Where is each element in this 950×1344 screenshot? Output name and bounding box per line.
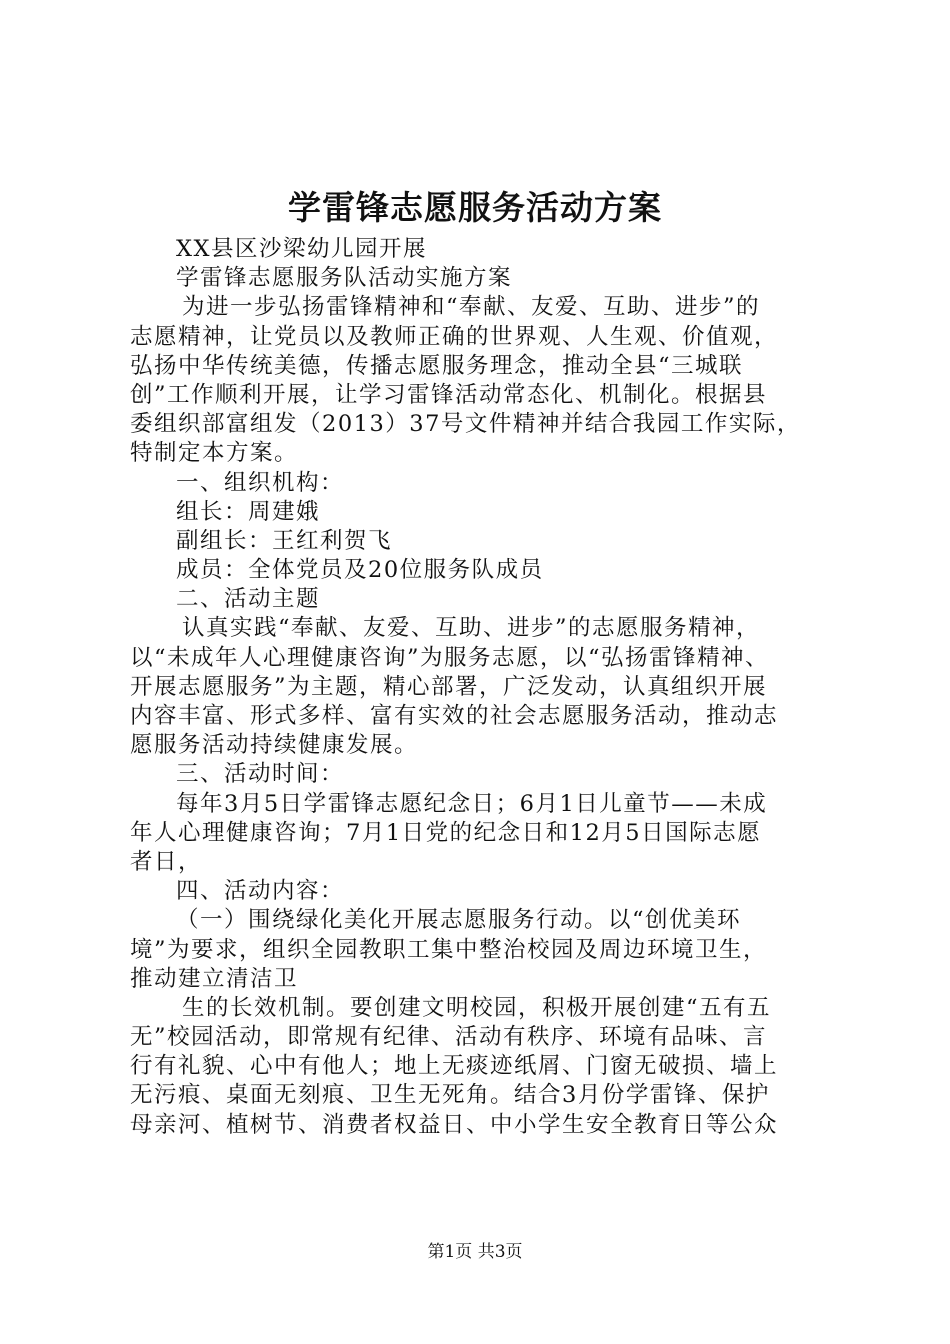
document-title: 学雷锋志愿服务活动方案 bbox=[288, 188, 662, 227]
paragraph-line: 为进一步弘扬雷锋精神和“奉献、友爱、互助、进步”的 bbox=[182, 294, 761, 321]
paragraph-line: 特制定本方案。 bbox=[130, 440, 299, 467]
paragraph-line: 组长：周建娥 bbox=[176, 498, 321, 525]
paragraph-line: 者日， bbox=[130, 848, 203, 875]
paragraph-line: 认真实践“奉献、友爱、互助、进步”的志愿服务精神， bbox=[182, 615, 761, 642]
paragraph-line: 愿服务活动持续健康发展。 bbox=[130, 732, 419, 759]
paragraph-line: （一）围绕绿化美化开展志愿服务行动。以“创优美环 bbox=[176, 907, 742, 934]
paragraph-line: 年人心理健康咨询；7月1日党的纪念日和12月5日国际志愿 bbox=[130, 819, 762, 846]
section-heading: 三、活动时间： bbox=[176, 761, 345, 788]
paragraph-line: 每年3月5日学雷锋志愿纪念日；6月1日儿童节——未成 bbox=[176, 790, 768, 817]
section-heading: 二、活动主题 bbox=[176, 586, 321, 613]
paragraph-line: 内容丰富、形式多样、富有实效的社会志愿服务活动，推动志 bbox=[130, 703, 779, 729]
paragraph-line: 弘扬中华传统美德，传播志愿服务理念，推动全县“三城联 bbox=[130, 352, 744, 379]
paragraph-line: 生的长效机制。要创建文明校园，积极开展创建“五有五 bbox=[182, 994, 772, 1021]
paragraph-line: 无”校园活动，即常规有纪律、活动有秩序、环境有品味、言 bbox=[130, 1024, 768, 1051]
paragraph-line: 副组长：王红利贺飞 bbox=[176, 527, 393, 554]
paragraph-line: 创”工作顺利开展，让学习雷锋活动常态化、机制化。根据县 bbox=[130, 381, 768, 408]
paragraph-line: 母亲河、植树节、消费者权益日、中小学生安全教育日等公众 bbox=[130, 1111, 779, 1138]
section-heading: 四、活动内容： bbox=[176, 878, 345, 905]
section-heading: 一、组织机构： bbox=[176, 469, 345, 496]
paragraph-line: 境”为要求，组织全园教职工集中整治校园及周边环境卫生， bbox=[130, 936, 768, 963]
paragraph-line: 志愿精神，让党员以及教师正确的世界观、人生观、价值观， bbox=[130, 323, 779, 350]
paragraph-line: 开展志愿服务”为主题，精心部署，广泛发动，认真组织开展 bbox=[130, 673, 768, 700]
paragraph-line: 无污痕、桌面无刻痕、卫生无死角。结合3月份学雷锋、保护 bbox=[130, 1082, 770, 1109]
paragraph-line: 委组织部富组发（2013）37号文件精神并结合我园工作实际， bbox=[130, 411, 801, 438]
paragraph-line: 成员：全体党员及20位服务队成员 bbox=[176, 557, 544, 584]
paragraph-line: 以“未成年人心理健康咨询”为服务志愿，以“弘扬雷锋精神、 bbox=[130, 644, 770, 671]
subtitle-line: 学雷锋志愿服务队活动实施方案 bbox=[176, 265, 513, 292]
page-footer: 第1页 共3页 bbox=[427, 1242, 523, 1262]
paragraph-line: 推动建立清洁卫 bbox=[130, 965, 299, 992]
paragraph-line: 行有礼貌、心中有他人；地上无痰迹纸屑、门窗无破损、墙上 bbox=[130, 1053, 779, 1080]
document-body bbox=[130, 235, 835, 1140]
subtitle-line: XX县区沙梁幼儿园开展 bbox=[176, 236, 428, 262]
